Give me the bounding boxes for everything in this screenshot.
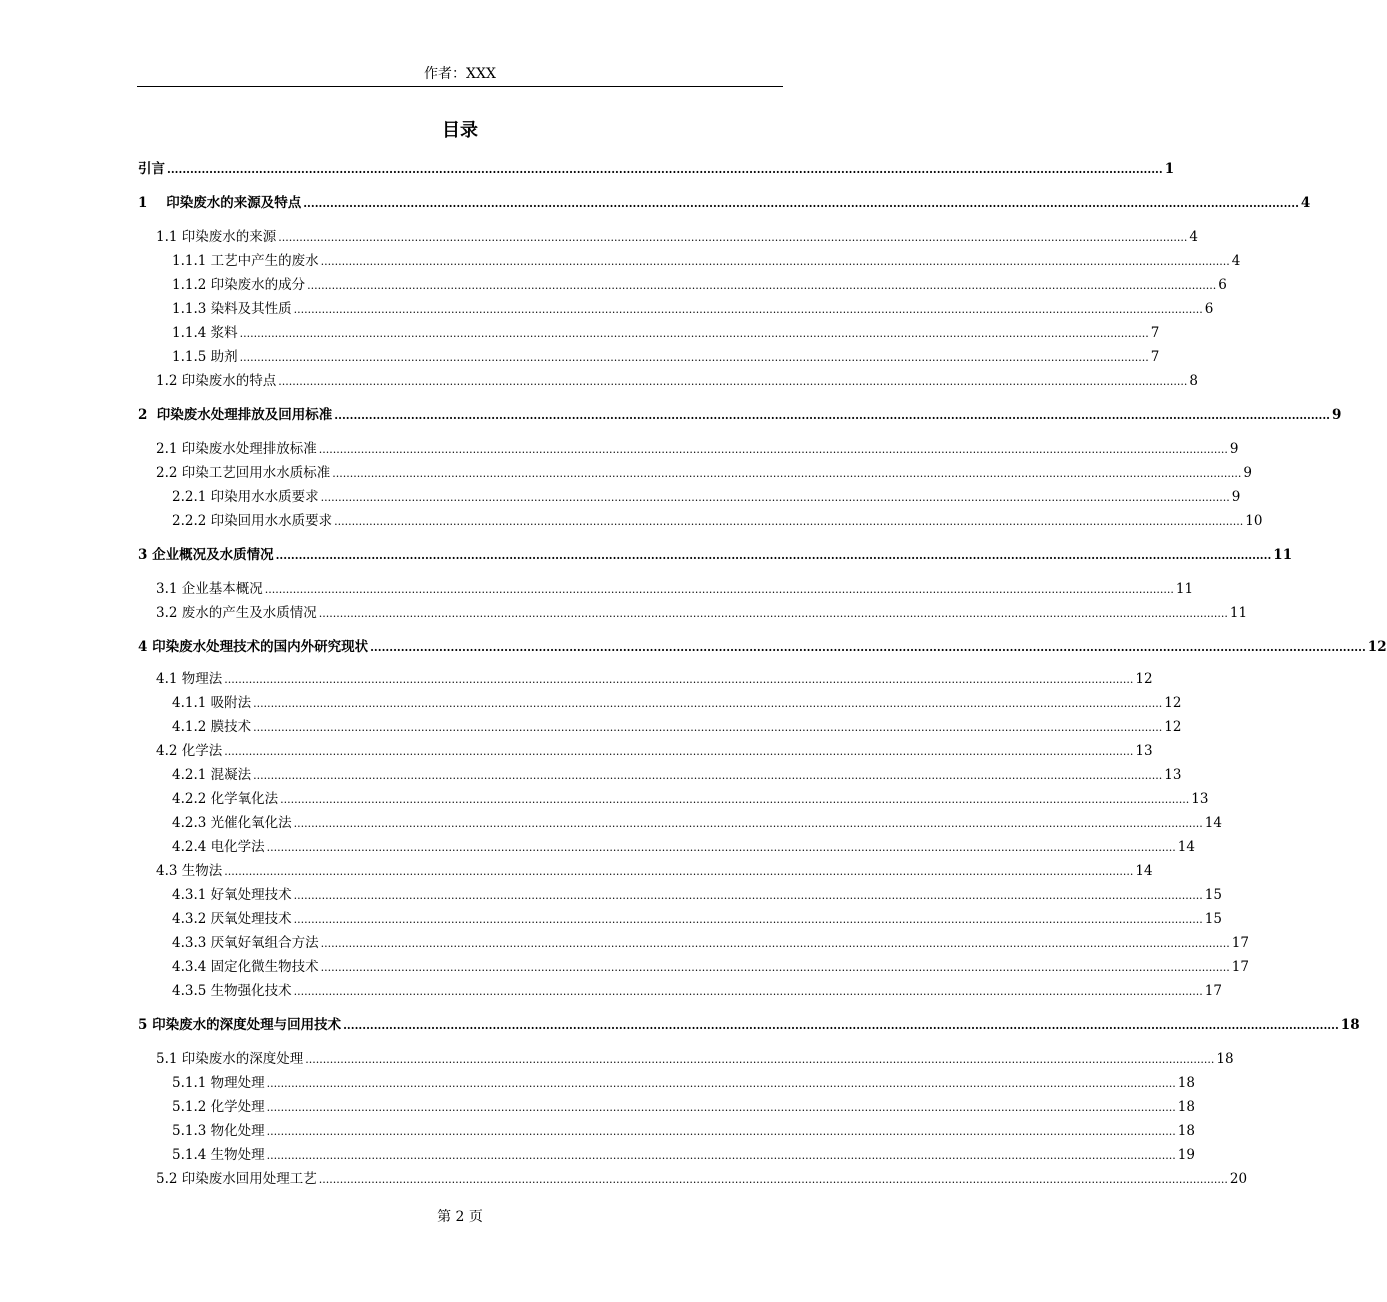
- toc-dot-leader: ....................................................................................................................................................................................................................................................................: [239, 351, 1149, 364]
- toc-dot-leader: ....................................................................................................................................................................................................................................................................: [320, 937, 1230, 950]
- toc-entry-label: 4.3.5 生物强化技术: [172, 983, 292, 999]
- toc-dot-leader: ....................................................................................................................................................................................................................................................................: [278, 231, 1188, 244]
- toc-entry[interactable]: [172, 347, 1160, 367]
- toc-entry[interactable]: [172, 1097, 1195, 1117]
- toc-dot-leader: ....................................................................................................................................................................................................................................................................: [266, 1125, 1176, 1138]
- toc-entry-label: 4.3 生物法: [156, 863, 223, 879]
- toc-entry[interactable]: [172, 981, 1222, 1001]
- toc-entry[interactable]: [172, 957, 1249, 977]
- toc-entry-label: 1.2 印染废水的特点: [156, 373, 277, 389]
- toc-entry-label: 1 印染废水的来源及特点: [138, 195, 302, 211]
- toc-entry-label: 4.1.1 吸附法: [172, 695, 252, 711]
- toc-entry[interactable]: [172, 933, 1249, 953]
- toc-dot-leader: ....................................................................................................................................................................................................................................................................: [343, 1019, 1339, 1032]
- toc-dot-leader: ....................................................................................................................................................................................................................................................................: [320, 255, 1230, 268]
- toc-entry[interactable]: [138, 159, 1175, 179]
- toc-entry-label: 5.2 印染废水回用处理工艺: [156, 1171, 317, 1187]
- toc-entry[interactable]: [138, 193, 1311, 213]
- toc-entry-page: 17: [1204, 983, 1222, 999]
- toc-entry-page: 14: [1177, 839, 1195, 855]
- toc-dot-leader: ....................................................................................................................................................................................................................................................................: [293, 303, 1203, 316]
- toc-entry-page: 4: [1300, 195, 1311, 211]
- toc-entry-label: 4 印染废水处理技术的国内外研究现状: [138, 639, 369, 655]
- toc-entry-page: 13: [1191, 791, 1209, 807]
- toc-dot-leader: ....................................................................................................................................................................................................................................................................: [167, 163, 1163, 176]
- toc-dot-leader: ....................................................................................................................................................................................................................................................................: [224, 745, 1134, 758]
- toc-entry-page: 18: [1216, 1051, 1234, 1067]
- toc-entry-label: 5.1 印染废水的深度处理: [156, 1051, 304, 1067]
- toc-entry-label: 1.1.4 浆料: [172, 325, 238, 341]
- toc-dot-leader: ....................................................................................................................................................................................................................................................................: [334, 515, 1244, 528]
- toc-entry-page: 14: [1204, 815, 1222, 831]
- toc-entry-label: 5.1.1 物理处理: [172, 1075, 265, 1091]
- toc-entry-page: 15: [1204, 887, 1222, 903]
- toc-entry[interactable]: [156, 861, 1153, 881]
- toc-dot-leader: ....................................................................................................................................................................................................................................................................: [266, 841, 1176, 854]
- toc-entry-page: 13: [1164, 767, 1182, 783]
- toc-dot-leader: ....................................................................................................................................................................................................................................................................: [318, 443, 1228, 456]
- toc-entry-label: 5.1.4 生物处理: [172, 1147, 265, 1163]
- toc-dot-leader: ....................................................................................................................................................................................................................................................................: [370, 641, 1366, 654]
- toc-entry[interactable]: [138, 405, 1342, 425]
- toc-entry[interactable]: [172, 275, 1227, 295]
- toc-entry[interactable]: [172, 789, 1209, 809]
- toc-dot-leader: ....................................................................................................................................................................................................................................................................: [278, 375, 1188, 388]
- toc-entry-page: 18: [1177, 1099, 1195, 1115]
- toc-entry-label: 1.1 印染废水的来源: [156, 229, 277, 245]
- toc-entry-page: 18: [1340, 1017, 1360, 1033]
- toc-entry-label: 4.2.1 混凝法: [172, 767, 252, 783]
- toc-entry-page: 9: [1231, 489, 1241, 505]
- toc-dot-leader: ....................................................................................................................................................................................................................................................................: [305, 1053, 1215, 1066]
- page-footer: 第 2 页: [437, 1209, 483, 1225]
- toc-dot-leader: ....................................................................................................................................................................................................................................................................: [253, 721, 1163, 734]
- toc-entry-page: 4: [1231, 253, 1241, 269]
- toc-dot-leader: ....................................................................................................................................................................................................................................................................: [303, 197, 1299, 210]
- toc-entry-label: 2 印染废水处理排放及回用标准: [138, 407, 333, 423]
- toc-entry-label: 4.2.2 化学氧化法: [172, 791, 279, 807]
- toc-entry[interactable]: [172, 323, 1160, 343]
- toc-title: 目录: [442, 120, 478, 141]
- toc-entry-page: 11: [1273, 547, 1293, 563]
- toc-entry-page: 10: [1245, 513, 1263, 529]
- toc-entry[interactable]: [172, 909, 1222, 929]
- toc-entry-label: 1.1.5 助剂: [172, 349, 238, 365]
- toc-entry-label: 4.1 物理法: [156, 671, 223, 687]
- toc-entry-page: 12: [1367, 639, 1387, 655]
- toc-entry[interactable]: [138, 1015, 1360, 1035]
- toc-entry[interactable]: [172, 1121, 1195, 1141]
- toc-entry[interactable]: [156, 741, 1153, 761]
- toc-entry[interactable]: [172, 693, 1182, 713]
- toc-dot-leader: ....................................................................................................................................................................................................................................................................: [253, 697, 1163, 710]
- toc-entry-page: 9: [1243, 465, 1252, 481]
- toc-entry[interactable]: [172, 717, 1182, 737]
- toc-entry-page: 12: [1164, 695, 1182, 711]
- toc-entry-label: 5.1.3 物化处理: [172, 1123, 265, 1139]
- toc-entry-page: 11: [1175, 581, 1194, 597]
- toc-entry-label: 4.2.3 光催化氧化法: [172, 815, 292, 831]
- toc-entry-label: 5 印染废水的深度处理与回用技术: [138, 1017, 342, 1033]
- toc-dot-leader: ....................................................................................................................................................................................................................................................................: [239, 327, 1149, 340]
- toc-dot-leader: ....................................................................................................................................................................................................................................................................: [332, 467, 1242, 480]
- toc-entry-label: 引言: [138, 161, 165, 177]
- toc-dot-leader: ....................................................................................................................................................................................................................................................................: [275, 549, 1272, 562]
- toc-entry-label: 3 企业概况及水质情况: [138, 547, 274, 563]
- toc-dot-leader: ....................................................................................................................................................................................................................................................................: [293, 889, 1203, 902]
- toc-entry[interactable]: [156, 439, 1239, 459]
- toc-entry-page: 8: [1189, 373, 1198, 389]
- toc-dot-leader: ....................................................................................................................................................................................................................................................................: [266, 1101, 1176, 1114]
- toc-entry-page: 18: [1177, 1123, 1195, 1139]
- toc-entry-page: 12: [1164, 719, 1182, 735]
- toc-entry-page: 17: [1231, 959, 1249, 975]
- toc-entry[interactable]: [156, 603, 1248, 623]
- toc-entry-page: 19: [1177, 1147, 1195, 1163]
- toc-entry[interactable]: [138, 637, 1387, 657]
- toc-entry[interactable]: [172, 1073, 1195, 1093]
- toc-entry-label: 4.3.1 好氧处理技术: [172, 887, 292, 903]
- toc-entry[interactable]: [172, 1145, 1195, 1165]
- toc-entry-label: 4.3.3 厌氧好氧组合方法: [172, 935, 319, 951]
- toc-entry-page: 7: [1150, 349, 1160, 365]
- toc-entry-label: 2.1 印染废水处理排放标准: [156, 441, 317, 457]
- toc-entry-page: 12: [1135, 671, 1153, 687]
- toc-entry-label: 4.1.2 膜技术: [172, 719, 252, 735]
- toc-entry-label: 4.3.4 固定化微生物技术: [172, 959, 319, 975]
- toc-entry[interactable]: [156, 227, 1198, 247]
- toc-entry-page: 20: [1229, 1171, 1248, 1187]
- toc-entry-page: 13: [1135, 743, 1153, 759]
- toc-dot-leader: ....................................................................................................................................................................................................................................................................: [253, 769, 1163, 782]
- toc-dot-leader: ....................................................................................................................................................................................................................................................................: [224, 673, 1134, 686]
- toc-entry-label: 2.2.2 印染回用水水质要求: [172, 513, 333, 529]
- toc-entry[interactable]: [138, 545, 1293, 565]
- toc-entry-label: 5.1.2 化学处理: [172, 1099, 265, 1115]
- toc-entry[interactable]: [156, 579, 1194, 599]
- toc-entry[interactable]: [172, 765, 1182, 785]
- toc-entry[interactable]: [172, 251, 1241, 271]
- toc-dot-leader: ....................................................................................................................................................................................................................................................................: [318, 1173, 1228, 1186]
- toc-entry[interactable]: [156, 669, 1153, 689]
- toc-dot-leader: ....................................................................................................................................................................................................................................................................: [264, 583, 1174, 596]
- toc-entry-page: 14: [1135, 863, 1153, 879]
- toc-dot-leader: ....................................................................................................................................................................................................................................................................: [266, 1077, 1176, 1090]
- toc-entry-page: 7: [1150, 325, 1160, 341]
- toc-entry-page: 6: [1204, 301, 1214, 317]
- toc-entry-page: 17: [1231, 935, 1249, 951]
- toc-dot-leader: ....................................................................................................................................................................................................................................................................: [293, 913, 1203, 926]
- toc-dot-leader: ....................................................................................................................................................................................................................................................................: [280, 793, 1190, 806]
- toc-dot-leader: ....................................................................................................................................................................................................................................................................: [293, 985, 1203, 998]
- toc-entry[interactable]: [156, 463, 1252, 483]
- toc-dot-leader: ....................................................................................................................................................................................................................................................................: [307, 279, 1217, 292]
- toc-entry-label: 2.2.1 印染用水水质要求: [172, 489, 319, 505]
- toc-entry-page: 9: [1332, 407, 1342, 423]
- toc-entry-page: 11: [1229, 605, 1248, 621]
- toc-entry-label: 1.1.3 染料及其性质: [172, 301, 292, 317]
- toc-dot-leader: ....................................................................................................................................................................................................................................................................: [224, 865, 1134, 878]
- toc-entry-label: 3.2 废水的产生及水质情况: [156, 605, 317, 621]
- toc-dot-leader: ....................................................................................................................................................................................................................................................................: [334, 409, 1330, 422]
- toc-entry-page: 4: [1189, 229, 1198, 245]
- toc-dot-leader: ....................................................................................................................................................................................................................................................................: [266, 1149, 1176, 1162]
- toc-entry-label: 4.2.4 电化学法: [172, 839, 265, 855]
- toc-entry-page: 9: [1229, 441, 1239, 457]
- toc-entry-label: 3.1 企业基本概况: [156, 581, 263, 597]
- toc-entry[interactable]: [172, 299, 1214, 319]
- toc-entry[interactable]: [172, 511, 1263, 531]
- toc-entry[interactable]: [156, 371, 1198, 391]
- toc-entry-page: 1: [1164, 161, 1175, 177]
- toc-entry[interactable]: [172, 813, 1222, 833]
- toc-entry[interactable]: [172, 837, 1195, 857]
- toc-dot-leader: ....................................................................................................................................................................................................................................................................: [293, 817, 1203, 830]
- toc-dot-leader: ....................................................................................................................................................................................................................................................................: [320, 491, 1230, 504]
- toc-entry-label: 2.2 印染工艺回用水水质标准: [156, 465, 331, 481]
- toc-entry-label: 1.1.2 印染废水的成分: [172, 277, 306, 293]
- toc-entry-label: 1.1.1 工艺中产生的废水: [172, 253, 319, 269]
- toc-entry-label: 4.3.2 厌氧处理技术: [172, 911, 292, 927]
- toc-entry-page: 18: [1177, 1075, 1195, 1091]
- toc-dot-leader: ....................................................................................................................................................................................................................................................................: [318, 607, 1228, 620]
- toc-entry-label: 4.2 化学法: [156, 743, 223, 759]
- toc-dot-leader: ....................................................................................................................................................................................................................................................................: [320, 961, 1230, 974]
- toc-entry-page: 15: [1204, 911, 1222, 927]
- toc-entry[interactable]: [172, 487, 1241, 507]
- toc-entry[interactable]: [172, 885, 1222, 905]
- toc-entry[interactable]: [156, 1169, 1248, 1189]
- page-header: 作者：XXX: [424, 66, 496, 82]
- toc-entry[interactable]: [156, 1049, 1234, 1069]
- toc-entry-page: 6: [1218, 277, 1227, 293]
